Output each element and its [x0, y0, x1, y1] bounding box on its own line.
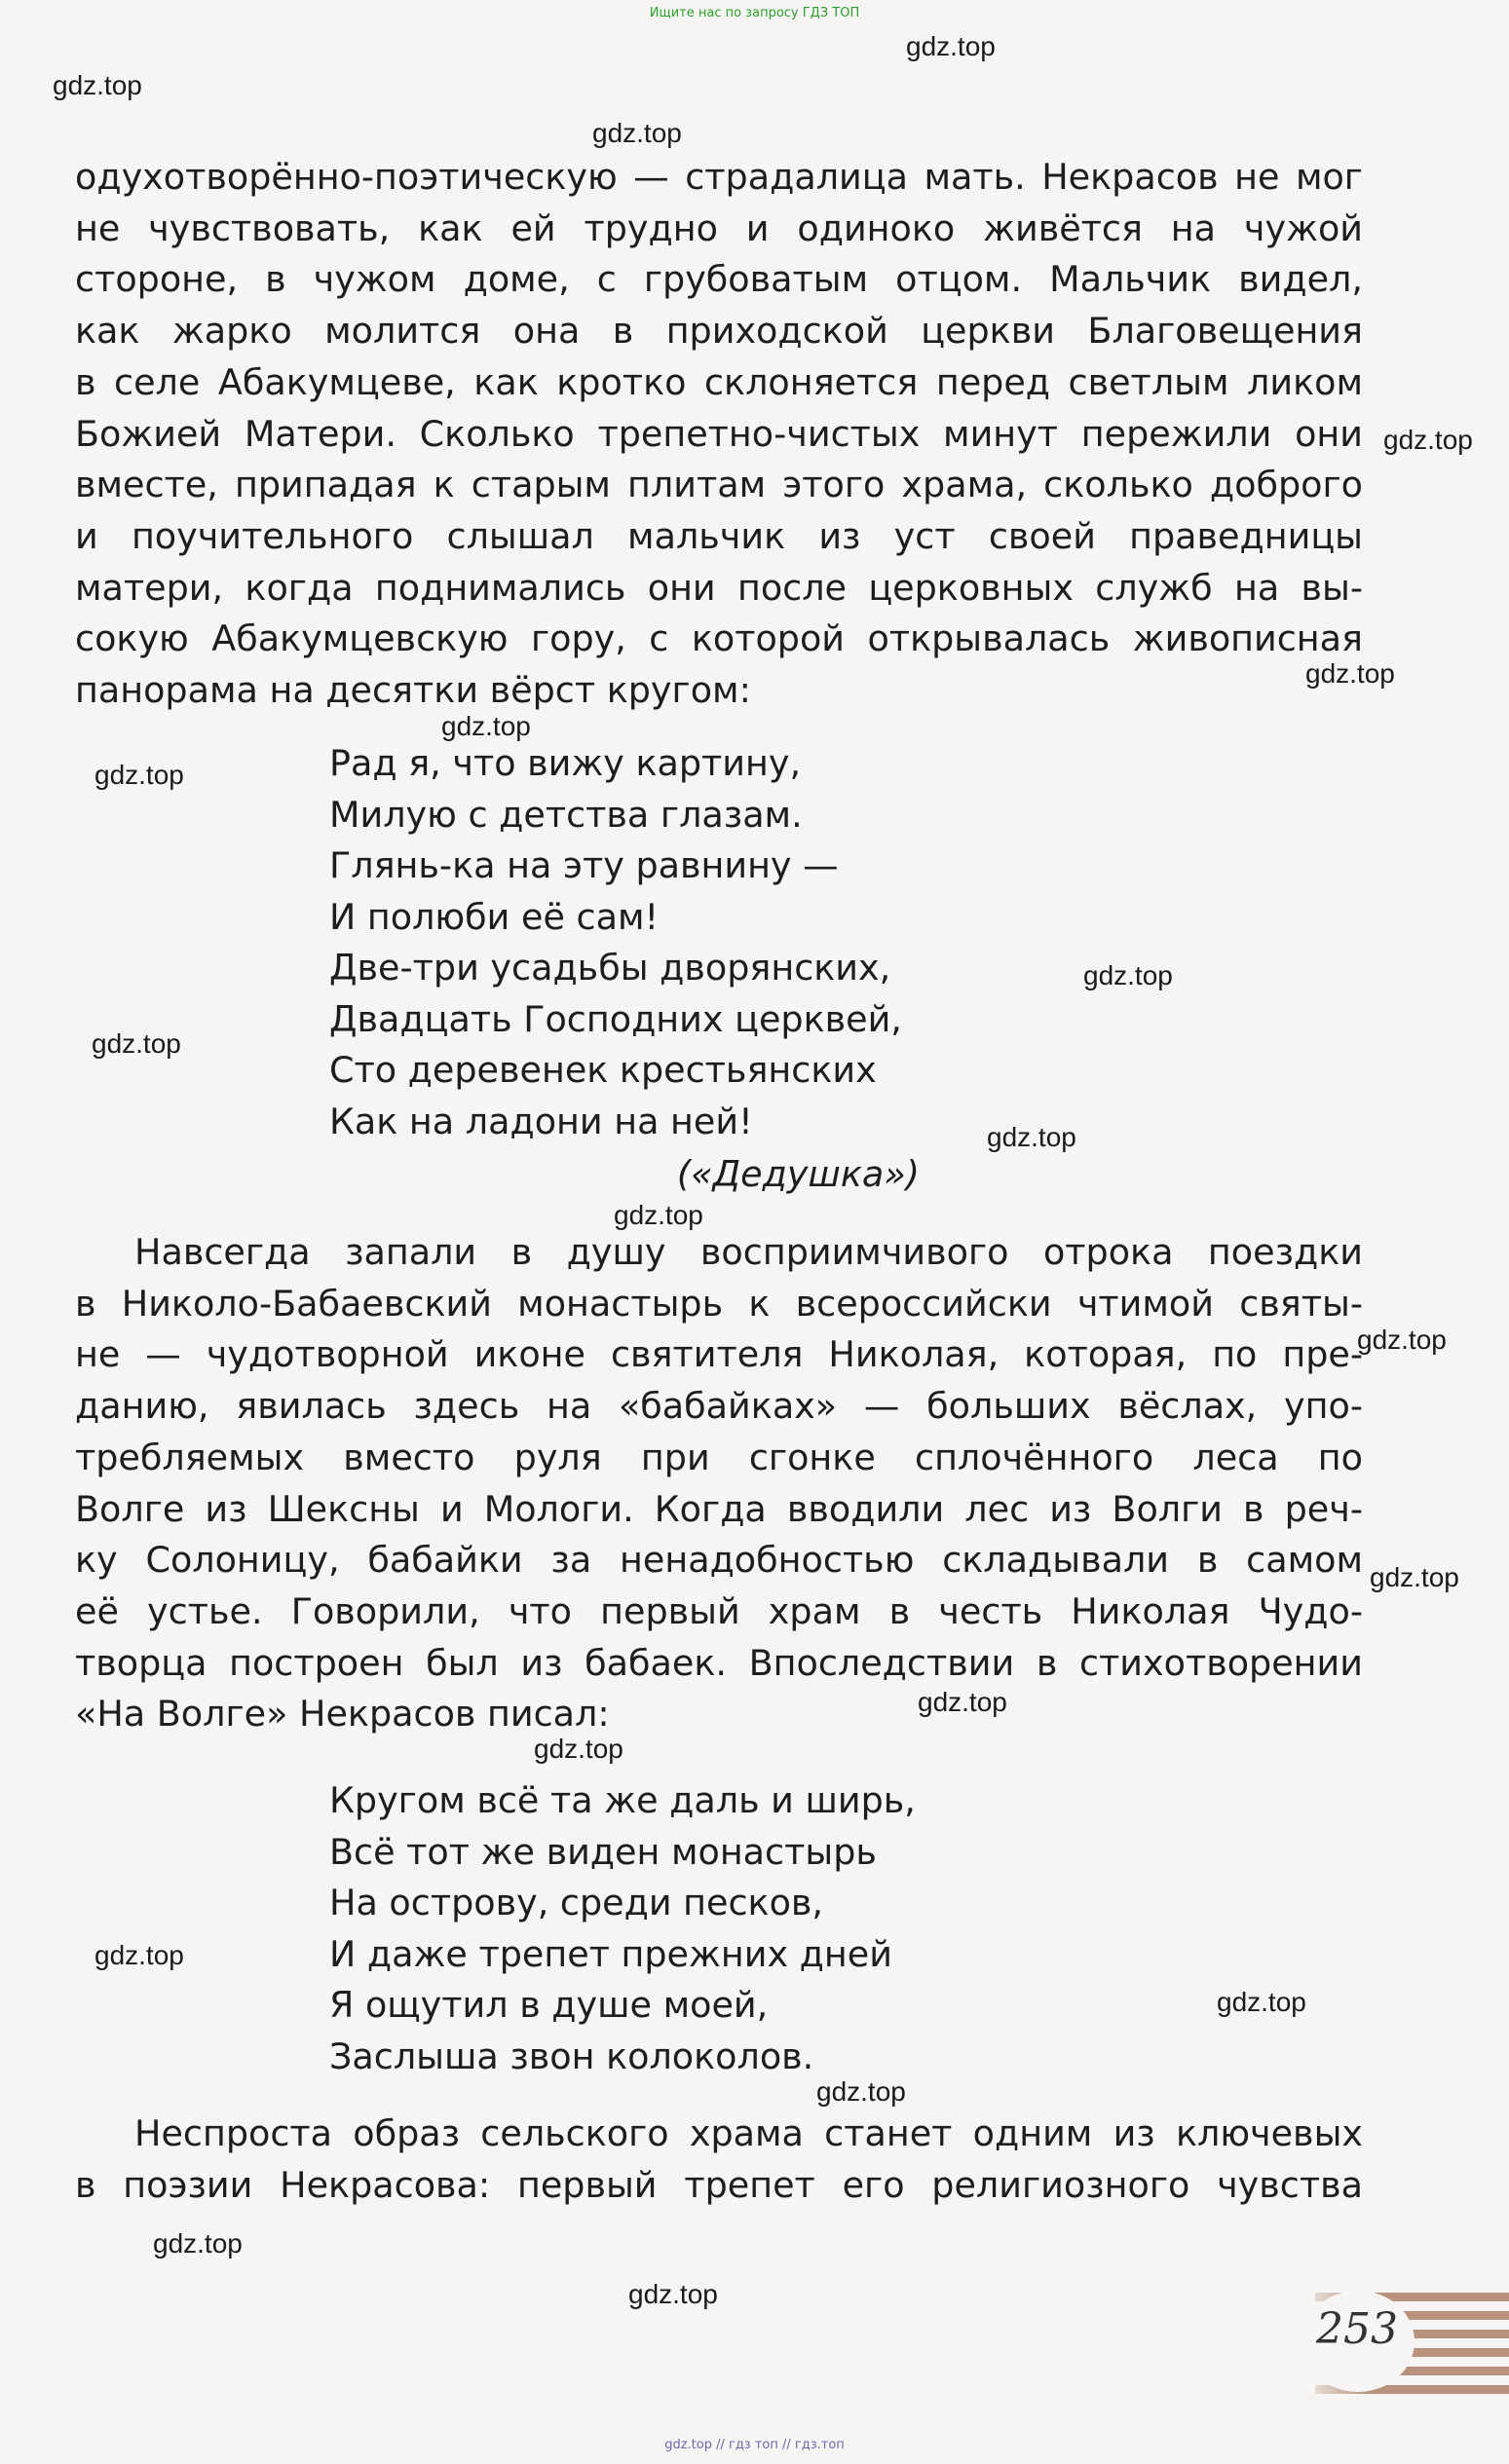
text-line: ку Солоницу, бабайки за ненадобностью складывали в самом [75, 1539, 1363, 1582]
header-note: Ищите нас по запросу ГДЗ ТОП [649, 6, 860, 20]
watermark: gdz.top [628, 2279, 718, 2309]
watermark: gdz.top [94, 1940, 184, 1970]
watermark: gdz.top [906, 31, 996, 61]
text-line: матери, когда поднимались они после церковных служб на вы- [75, 566, 1363, 609]
text-line: требляемых вместо руля при сгонке сплочённого леса по [75, 1436, 1363, 1478]
verse-line: Заслыша звон колоколов. [329, 2035, 814, 2077]
watermark: gdz.top [53, 70, 142, 100]
verse-line: И даже трепет прежних дней [329, 1932, 892, 1975]
verse-line: Двадцать Господних церквей, [329, 997, 902, 1040]
verse-line: Всё тот же виден монастырь [329, 1830, 877, 1873]
text-line: творца построен был из бабаек. Впоследствии в стихотворении [75, 1641, 1363, 1684]
watermark: gdz.top [816, 2076, 906, 2107]
text-line: Волге из Шексны и Мологи. Когда вводили лес из Волги в реч- [75, 1487, 1363, 1530]
watermark: gdz.top [1217, 1987, 1306, 2017]
poem-2 [329, 1775, 916, 2082]
footer-note: gdz.top // гдз топ // гдз.топ [664, 2438, 845, 2452]
verse-line: И полюби её сам! [329, 895, 660, 938]
watermark: gdz.top [918, 1687, 1007, 1717]
poem-1-source: («Дедушка») [676, 1153, 920, 1195]
watermark: gdz.top [92, 1028, 181, 1059]
watermark: gdz.top [1383, 425, 1473, 455]
text-line: как жарко молится она в приходской церкви Благовещения [75, 310, 1363, 353]
verse-line: Кругом всё та же даль и ширь, [329, 1779, 916, 1821]
watermark: gdz.top [614, 1200, 703, 1230]
text-line: в поэзии Некрасова: первый трепет его религиозного чувства [75, 2163, 1363, 2206]
verse-line: Глянь-ка на эту равнину — [329, 844, 839, 886]
text-line: и поучительного слышал мальчик из уст своей праведницы [75, 514, 1363, 557]
watermark: gdz.top [1357, 1325, 1447, 1355]
verse-line: Рад я, что вижу картину, [329, 742, 802, 784]
text-line: её устье. Говорили, что первый храм в честь Николая Чудо- [75, 1589, 1363, 1632]
verse-line: Две-три усадьбы дворянских, [329, 947, 891, 989]
text-line: Неспроста образ сельского храма станет одним из ключевых [134, 2112, 1363, 2154]
text-line: «На Волге» Некрасов писал: [75, 1693, 610, 1736]
text-line: одухотворённо-поэтическую — страдалица мать. Некрасов не мог [75, 156, 1363, 198]
text-line: сокую Абакумцевскую гору, с которой открывалась живописная [75, 617, 1363, 660]
watermark: gdz.top [1370, 1562, 1459, 1592]
poem-1 [329, 738, 902, 1147]
paragraph-3 [75, 2109, 1363, 2211]
verse-line: Как на ладони на ней! [329, 1100, 753, 1142]
paragraph-2 [75, 1227, 1363, 1740]
verse-line: Милую с детства глазам. [329, 793, 803, 836]
page-number-badge [1296, 2285, 1509, 2402]
verse-line: Сто деревенек крестьянских [329, 1049, 877, 1091]
watermark: gdz.top [153, 2228, 243, 2259]
text-line: не — чудотворной иконе святителя Николая, которая, по пре- [75, 1333, 1363, 1376]
watermark: gdz.top [1083, 960, 1173, 990]
paragraph-1 [75, 152, 1363, 717]
text-line: в селе Абакумцеве, как кротко склоняется перед светлым ликом [75, 360, 1363, 403]
text-line: Божией Матери. Сколько трепетно-чистых минут пережили они [75, 412, 1363, 455]
text-line: стороне, в чужом доме, с грубоватым отцом. Мальчик видел, [75, 258, 1363, 301]
watermark: gdz.top [534, 1734, 623, 1764]
watermark: gdz.top [592, 118, 682, 148]
watermark: gdz.top [987, 1122, 1076, 1152]
text-line: в Николо-Бабаевский монастырь к всероссийски чтимой святы- [75, 1282, 1363, 1325]
text-line: Навсегда запали в душу восприимчивого отрока поездки [134, 1231, 1363, 1273]
text-line: не чувствовать, как ей трудно и одиноко живётся на чужой [75, 206, 1363, 249]
watermark: gdz.top [94, 760, 184, 790]
verse-line: На острову, среди песков, [329, 1882, 824, 1923]
text-line: панорама на десятки вёрст кругом: [75, 669, 751, 712]
verse-line: Я ощутил в душе моей, [329, 1984, 769, 2026]
text-line: данию, явилась здесь на «бабайках» — больших вёслах, упо- [75, 1385, 1363, 1428]
page-number: 253 [1316, 2304, 1398, 2354]
text-line: вместе, припадая к старым плитам этого храма, сколько доброго [75, 464, 1363, 506]
watermark: gdz.top [1305, 658, 1395, 689]
watermark: gdz.top [441, 711, 531, 741]
